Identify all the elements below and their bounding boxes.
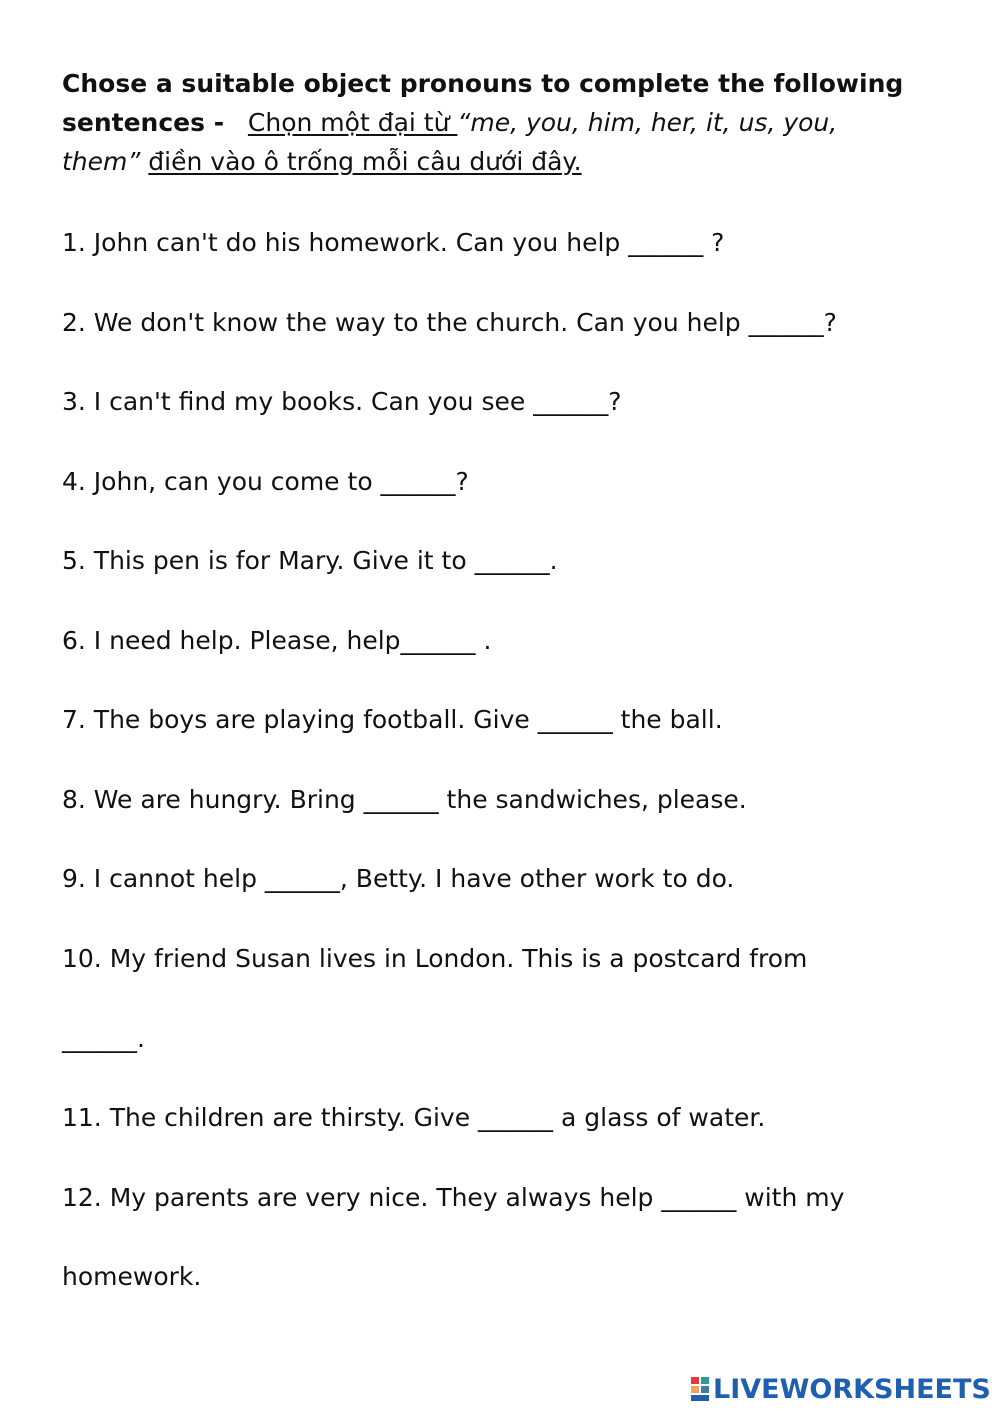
liveworksheets-logo-text: LIVEWORKSHEETS — [713, 1373, 991, 1405]
question-3: 3. I can't find my books. Can you see ______? — [62, 387, 622, 416]
question-10: 10. My friend Susan lives in London. This is a postcard from — [62, 944, 808, 973]
instructions — [62, 64, 922, 181]
liveworksheets-logo-icon — [690, 1376, 710, 1402]
question-9: 9. I cannot help ______, Betty. I have other work to do. — [62, 864, 735, 893]
pronoun-list-2: them” — [62, 147, 141, 176]
question-4: 4. John, can you come to ______? — [62, 467, 469, 496]
question-1: 1. John can't do his homework. Can you help ______ ? — [62, 228, 725, 257]
instructions-title-end: sentences - — [62, 108, 225, 137]
instructions-line-1 — [62, 64, 922, 103]
question-7: 7. The boys are playing football. Give ______ the ball. — [62, 705, 723, 734]
instructions-vietnamese-1: Chọn một đại từ — [247, 108, 458, 137]
instructions-title: Chose a suitable object pronouns to complete the following — [62, 69, 904, 98]
instructions-line-2 — [62, 103, 922, 142]
question-6: 6. I need help. Please, help______ . — [62, 626, 492, 655]
instructions-line-3 — [62, 142, 922, 181]
question-12: 12. My parents are very nice. They always help ______ with my — [62, 1183, 845, 1212]
question-2: 2. We don't know the way to the church. Can you help ______? — [62, 308, 837, 337]
question-12-continued: homework. — [62, 1262, 202, 1291]
pronoun-list-1: “me, you, him, her, it, us, you, — [457, 108, 838, 137]
question-10-continued: ______. — [62, 1024, 145, 1053]
question-11: 11. The children are thirsty. Give ______ a glass of water. — [62, 1103, 766, 1132]
liveworksheets-logo — [690, 1372, 991, 1406]
instructions-vietnamese-2: điền vào ô trống mỗi câu dưới đây. — [148, 147, 582, 176]
question-5: 5. This pen is for Mary. Give it to ______. — [62, 546, 558, 575]
question-8: 8. We are hungry. Bring ______ the sandwiches, please. — [62, 785, 747, 814]
